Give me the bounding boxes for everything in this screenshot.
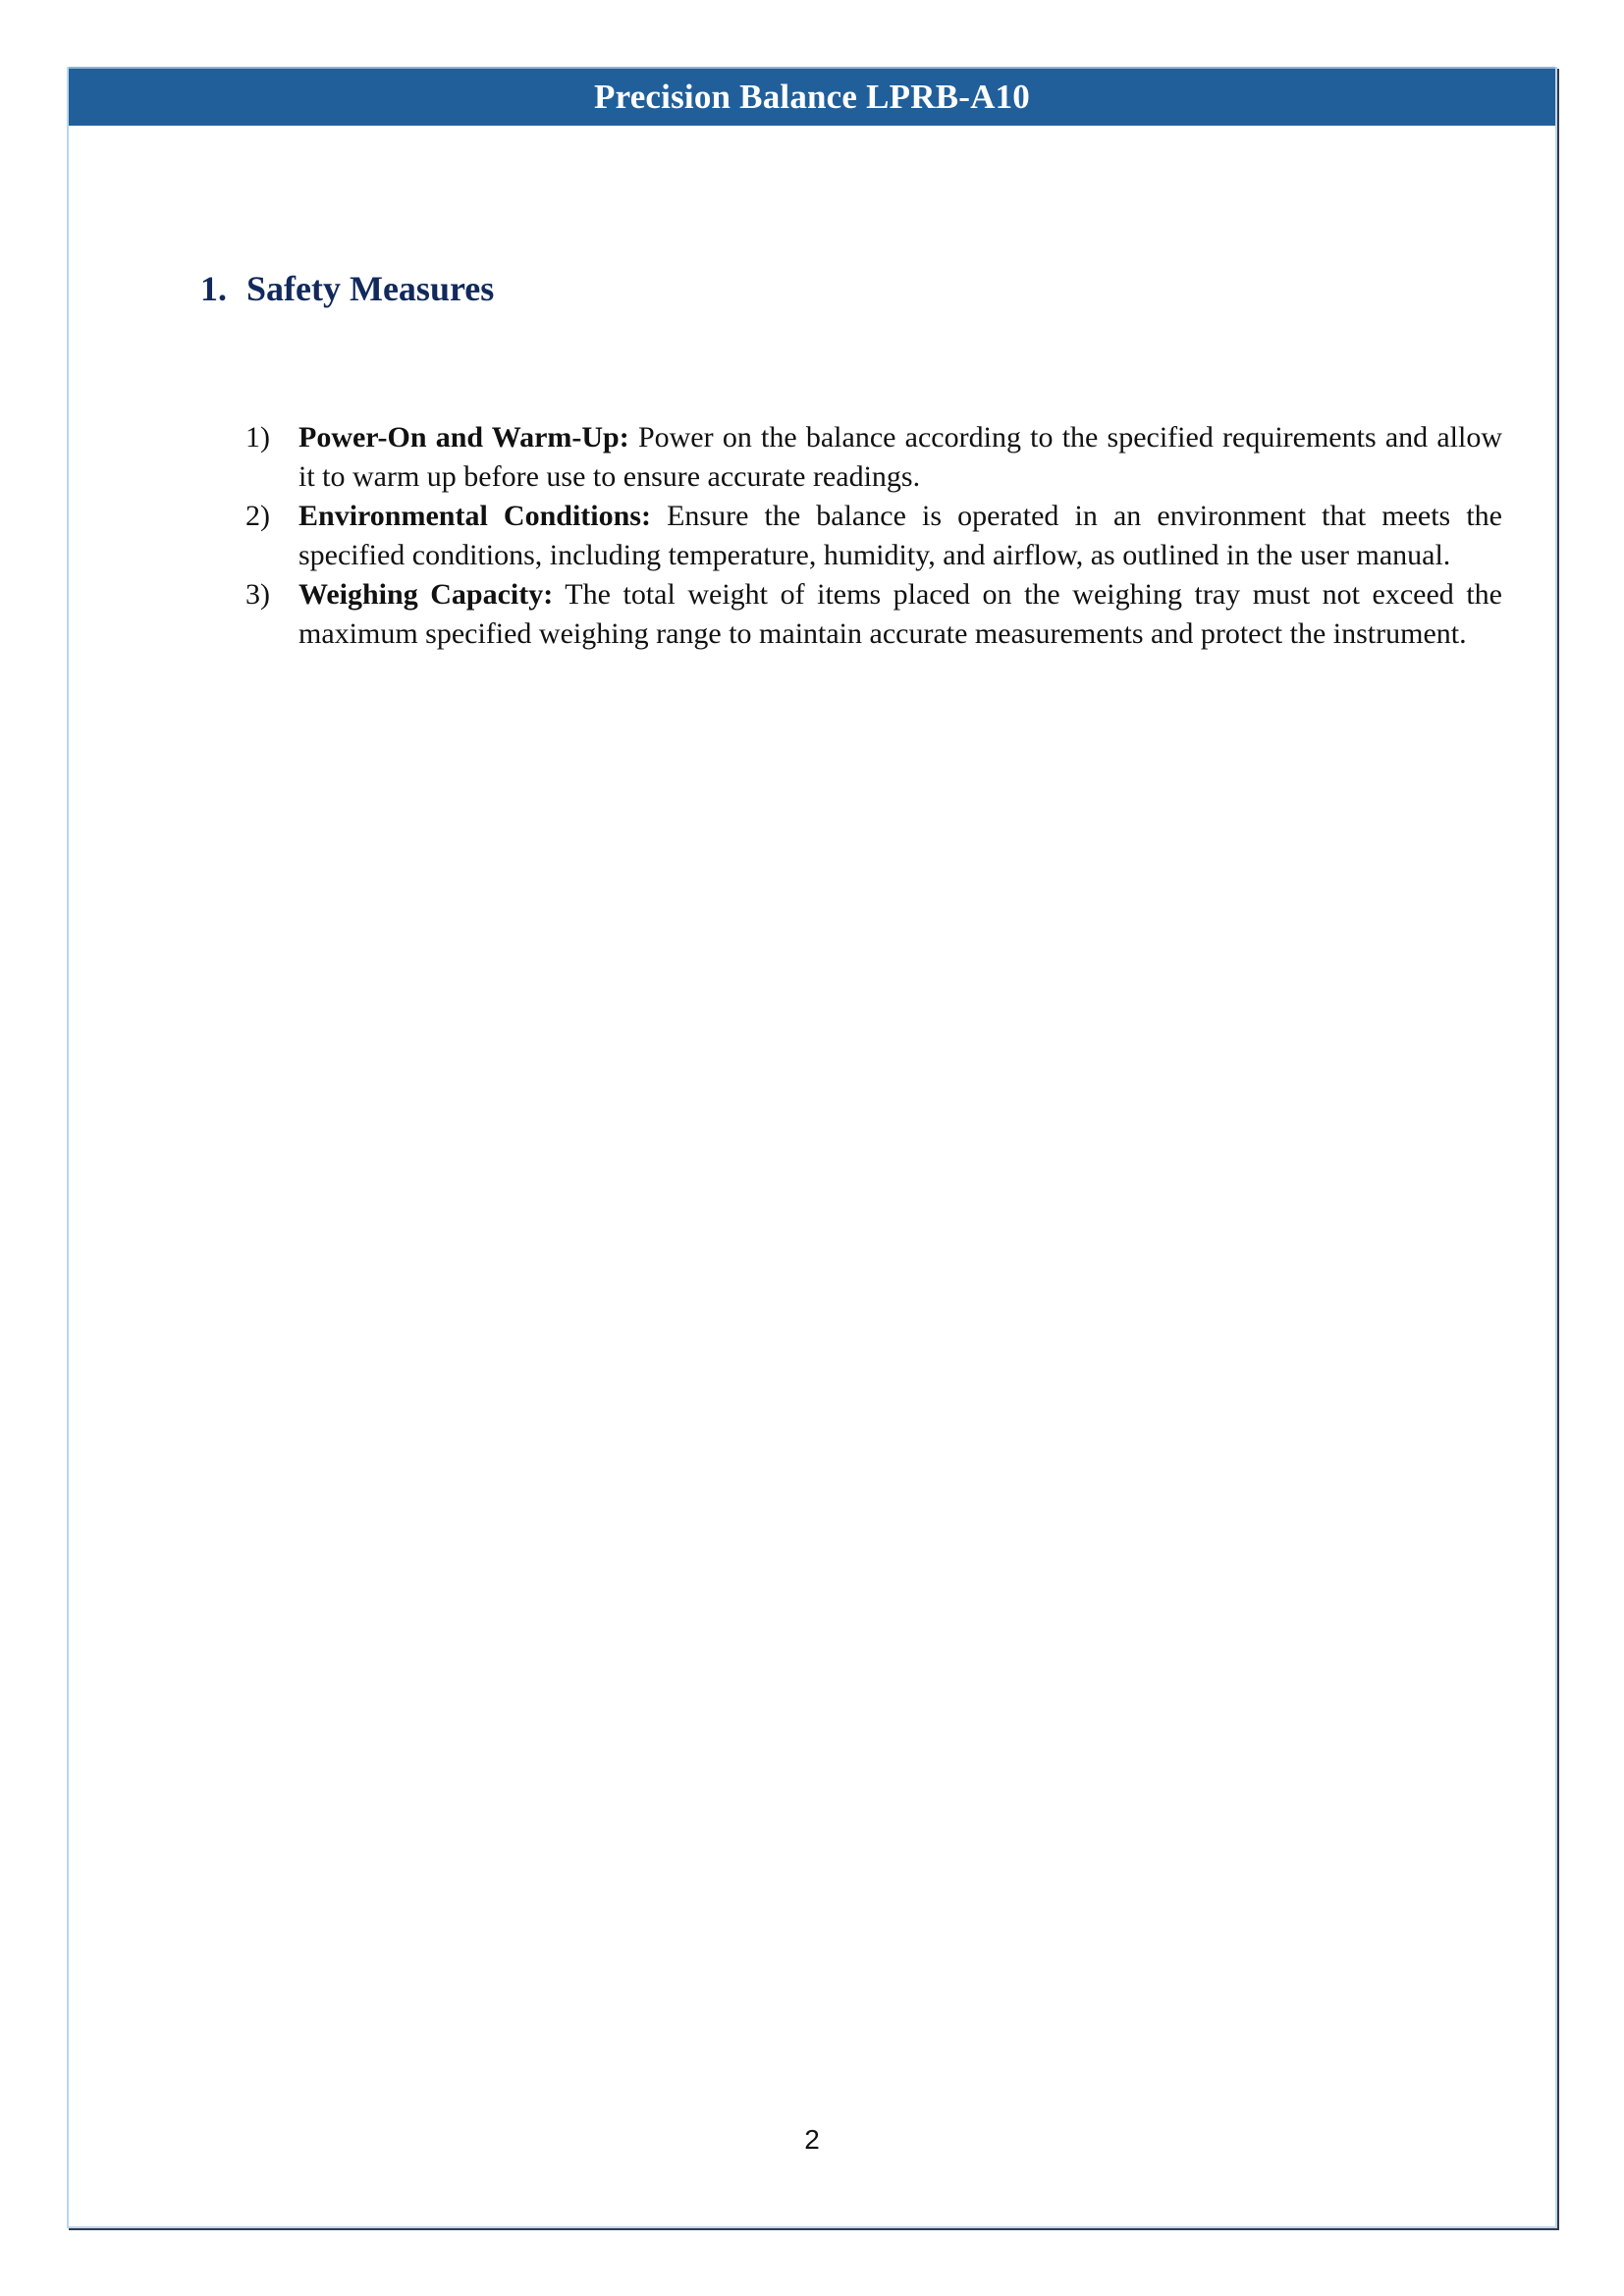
item-body (298, 497, 1502, 575)
item-text: Power on the balance according to the specified requirements and allow it to warm up before use to ensure accurate readings. (298, 421, 1503, 493)
item-label: Weighing Capacity: (298, 578, 554, 611)
section-title: Safety Measures (246, 269, 495, 308)
section-number: 1. (200, 269, 227, 308)
item-number: 2) (245, 500, 270, 532)
item-text: Ensure the balance is operated in an environment that meets the specified conditions, including temperature, humidity, and airflow, as outlined in the user manual. (298, 500, 1502, 571)
item-label: Environmental Conditions: (298, 500, 651, 532)
page-number: 2 (804, 2124, 820, 2155)
safety-measures-list (245, 418, 1502, 654)
item-body (298, 418, 1502, 497)
section-heading (200, 268, 494, 309)
item-body (298, 575, 1502, 654)
document-title: Precision Balance LPRB-A10 (594, 78, 1030, 116)
item-number: 1) (245, 421, 270, 454)
header-bar (69, 67, 1555, 126)
list-item (245, 575, 1502, 654)
item-text: The total weight of items placed on the weighing tray must not exceed the maximum specified weighing range to maintain accurate measurements and protect the instrument. (298, 578, 1502, 650)
list-item (245, 497, 1502, 575)
page-frame (67, 67, 1557, 2228)
item-label: Power-On and Warm-Up: (298, 421, 629, 454)
list-item (245, 418, 1502, 497)
item-number: 3) (245, 578, 270, 611)
